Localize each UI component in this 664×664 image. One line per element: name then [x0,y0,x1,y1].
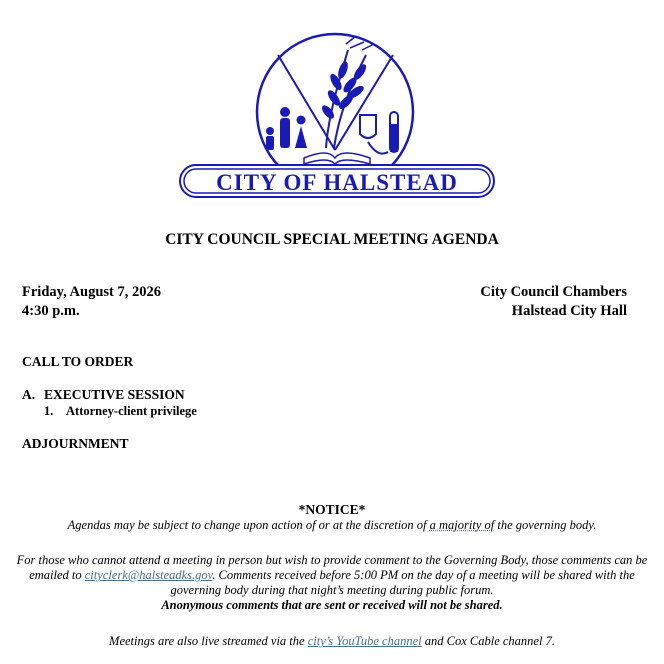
notice-paragraph-1 [14,518,650,533]
section-a-letter: A. [22,387,36,402]
meeting-date: Friday, August 7, 2026 [22,284,161,300]
notice-paragraph-3 [14,634,650,649]
meeting-building: Halstead City Hall [511,303,627,319]
notice-paragraph-2 [14,553,650,613]
logo-text: CITY OF HALSTEAD [216,170,458,195]
notice-line1-end: the governing body. [494,518,597,532]
meeting-location: City Council Chambers [480,284,627,300]
notice-stream-text-2: and Cox Cable channel 7. [421,634,555,648]
notice-line1-text: Agendas may be subject to change upon action of or at the discretion of [67,518,430,532]
notice-comment-text: For those who cannot attend a meeting in person but wish to provide comment to the Governing Body, those comments can be emailed to [16,553,648,582]
meeting-time: 4:30 p.m. [22,303,80,319]
notice-majority-text: a majority of [429,518,495,532]
lab-equipment-icon [360,112,398,154]
email-link[interactable]: cityclerk@halsteadks.gov [84,568,213,582]
page-title: CITY COUNCIL SPECIAL MEETING AGENDA [165,231,499,248]
item-number: 1. [44,404,54,418]
agenda-call-to-order: CALL TO ORDER [22,354,134,369]
item-text: Attorney-client privilege [66,404,197,418]
family-icon [266,107,307,150]
agenda-section-a-item-1 [44,404,197,419]
agenda-adjournment: ADJOURNMENT [22,436,129,451]
section-a-title: EXECUTIVE SESSION [44,387,185,402]
city-of-halstead-logo [178,30,496,200]
notice-stream-text: Meetings are also live streamed via the [109,634,308,648]
notice-heading: *NOTICE* [298,502,366,517]
notice-anonymous-warning: Anonymous comments that are sent or received will not be shared. [161,598,503,612]
youtube-channel-link[interactable]: city’s YouTube channel [307,634,422,648]
notice-comment-text-2: . Comments received before 5:00 PM on the day of a meeting will be shared with the governing body during that night’s meeting during public forum. [170,568,635,597]
agenda-section-a [22,387,185,403]
